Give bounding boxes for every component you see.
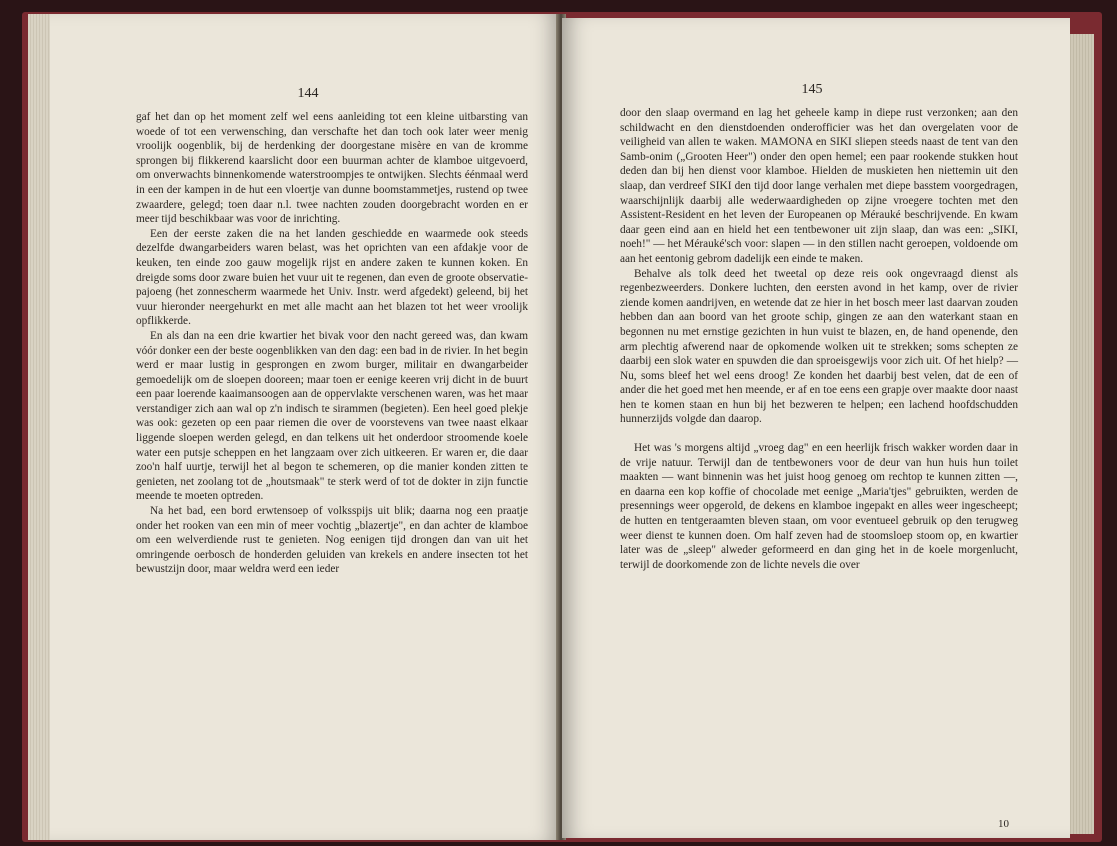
paragraph: gaf het dan op het moment zelf wel eens aanleiding tot een kleine uitbarsting van woede of tot een verwensching, dan verschafte het dan toch ook later weer menig vroolijk oogenblik, bij de herdenking der doorgestane misère en van de kromme sprongen bij flikkerend kaarslicht door een buurman achter de klamboe uitgevoerd, om onverwachts binnenkomende waterstroompjes te ontwijken. Slechts éénmaal werd in een der kampen in de hut een vloertje van dunne boomstammetjes, rustend op twee zwaardere, gelegd; toen daar n.l. twee nachten zouden doorgebracht worden en er meer tijd beschikbaar was voor de inrichting. <box>136 111 528 226</box>
page-number: 145 <box>801 82 823 97</box>
page-text <box>620 106 1018 572</box>
paragraph: Behalve als tolk deed het tweetal op deze reis ook ongevraagd dienst als regenbezweerders. Donkere luchten, den eersten avond in het kamp, over de rivier ziende komen aandrijven, en wetende dat ze hier in het bosch meer last daarvan zouden hebben dan aan boord van het groote schip, gingen ze aan den waterkant staan en begonnen nu met ernstige gezichten in hun vuist te blazen, en, de hand openende, den arm plechtig afwerend naar de opkomende wolken uit te strekken; soms schepten ze daarbij een slok water en spuwden die dan sproeisgewijs voor zich uit. Of het hielp? — Nu, soms bleef het wel eens droog! Ze konden het daarbij best velen, dat de een of ander die het goed met hen meende, er af en toe eens een grapje over maakte door naast hen te komen staan en hun bij het bezweren te helpen; een lachend hoofdschudden hunnerzijds volgde dan daarop. <box>620 267 1018 426</box>
left-page <box>50 14 560 840</box>
paragraph: En als dan na een drie kwartier het bivak voor den nacht gereed was, dan kwam vóór donker een der beste oogenblikken van den dag: een bad in de rivier. In het begin werd er maar lustig in gesprongen en zwom burger, militair en dwangarbeider gemoedelijk om de sloepen dooreen; maar toen er eenige keeren vrij dicht in de buurt een paar loerende kaaimansoogen aan de oppervlakte verschenen waren, was het maar verstandiger zich aan wal op z'n indisch te sirammen (begieten). Een heel goed plekje was ook: gezeten op een paar riemen die over de voorstevens van twee naast elkaar liggende sloepen werden gelegd, en dan telkens uit het onderdoor stroomende koele water een putsje scheppen en het langzaam over zich uitkeeren. Er waren er, die daar zoo'n half uurtje, terwijl het al begon te schemeren, op die manier konden zitten te genieten, net zoolang tot de „houtsmaak" te sterk werd of tot de dokter in zijn functie meende te moeten optreden. <box>136 329 528 503</box>
paragraph: Het was 's morgens altijd „vroeg dag" en een heerlijk frisch wakker worden daar in de vrije natuur. Terwijl dan de tentbewoners voor de deur van hun huis hun toilet maakten — want binnenin was het juist hoog genoeg om rechtop te kunnen zitten —, en daarna een kop koffie of chocolade met eenige „Maria'tjes" gebruikten, werden de presennings weer opgerold, de dekens en klamboe ingepakt en alles weer ingescheept; de hutten en tentgeraamten bleven staan, om voor eventueel gebruik op den terugweg weer dienst te kunnen doen. Om half zeven had de stoomsloep stoom op, en kwartier later was de „sleep" alweder geformeerd en dan ging het in de koele morgenlucht, terwijl de doorkomende zon de lichte nevels die over <box>620 442 1018 571</box>
paragraph: Na het bad, een bord erwtensoep of volksspijs uit blik; daarna nog een praatje onder het rooken van een min of meer vochtig „blazertje", en dan achter de klamboe om een welverdiende rust te genieten. Nog eenigen tijd drongen dan van uit het omringende oerbosch de honderden geluiden van krekels en andere insecten tot het bewustzijn door, maar weldra werd een ieder <box>136 505 528 576</box>
paragraph: door den slaap overmand en lag het geheele kamp in diepe rust verzonken; aan den schildwacht en den dienstdoenden onderofficier was het dan overgelaten voor de veiligheid van allen te waken. MAMONA en SIKI sliepen steeds naast de tent van den Samb-onim („Grooten Heer") onder den open hemel; een paar rookende stukken hout deden dan bij hen dienst voor klamboe. Hielden de muskieten hen niettemin uit den slaap, dan verdreef SIKI den tijd door lange verhalen met diepe basstem voorgedragen, waarschijnlijk daarbij alle wederwaardigheden op zijne vroegere tochten met den Assistent-Resident en het leven der Europeanen op Mérauké beschrijvende. En kwam daar geen eind aan en hield het een tentbewoner uit zijn slaap, dan was een: „SIKI, noeh!" — het Mérauké'sch voor: slapen — in den stillen nacht geroepen, voldoende om aan het eentonig gebrom dadelijk een einde te maken. <box>620 107 1018 265</box>
right-page <box>562 18 1070 838</box>
page-text <box>136 110 528 577</box>
signature-mark: 10 <box>998 818 1009 830</box>
page-number: 144 <box>297 86 319 101</box>
paragraph: Een der eerste zaken die na het landen geschiedde en waarmede ook steeds dezelfde dwangarbeiders waren belast, was het oprichten van een afdakje voor de keuken, ten einde zoo gauw mogelijk rijst en andere zaken te kunnen koken. En dreigde soms door zware buien het vuur uit te regenen, dan even de groote observatie-pajoeng (het zonnescherm waarmede het Univ. Instr. werd afgedekt) geleend, bij het vuur hieronder neergehurkt en met alle macht aan het blazen tot het weer vroolijk opflikkerde. <box>136 227 528 328</box>
